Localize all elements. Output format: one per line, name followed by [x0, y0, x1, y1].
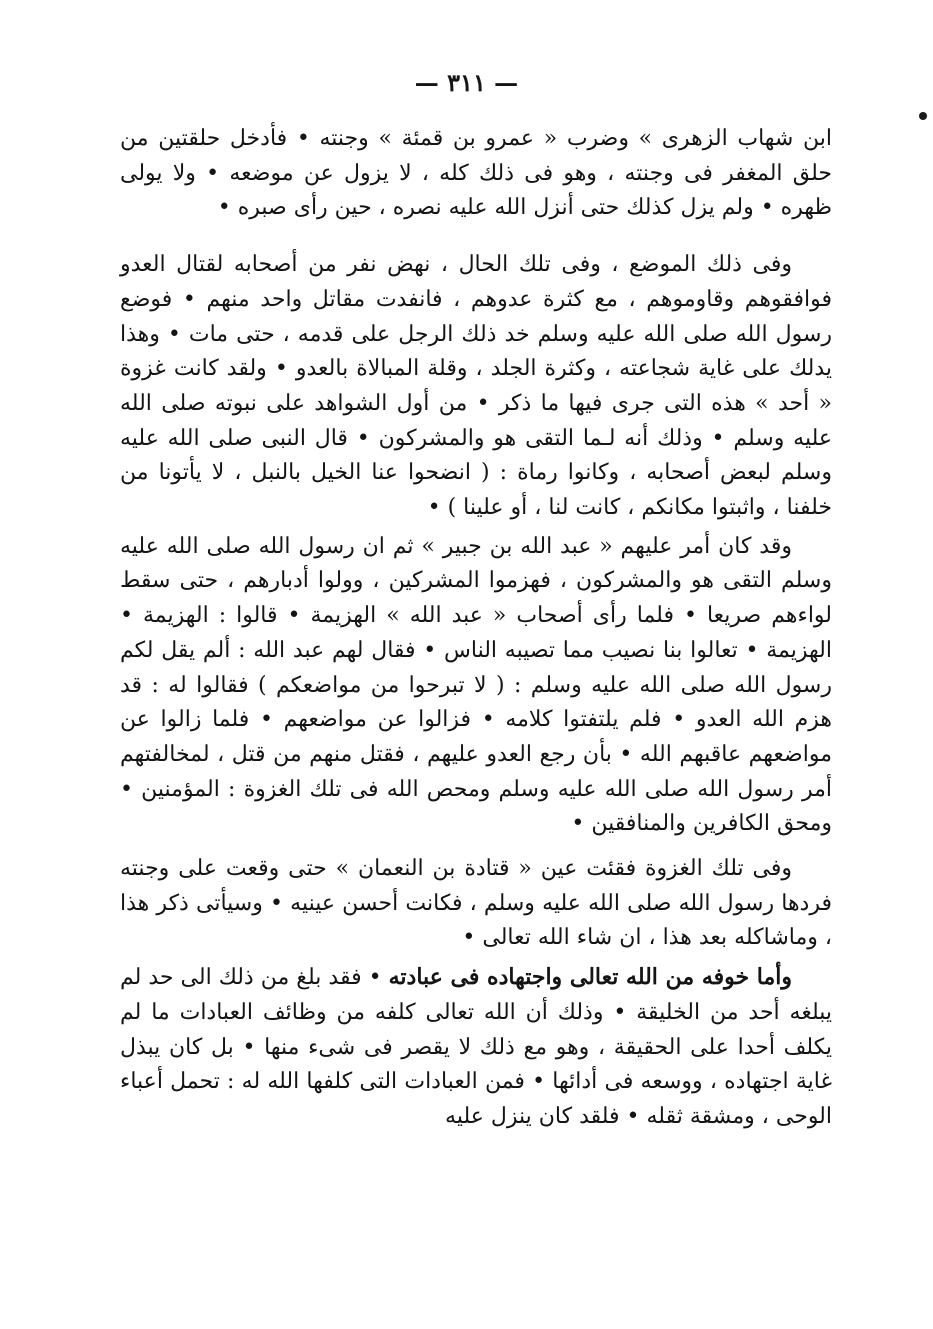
paragraph-4: وفى تلك الغزوة فقئت عين « قتادة بن النعمان » حتى وقعت على وجنته فردها رسول الله صلى الله عليه وسلم ، فكانت أحسن عينيه • وسيأتى ذكر هذا ، وماشاكله بعد هذا ، ان شاء الله تعالى •: [120, 856, 832, 951]
page-number: — ٣١١ —: [414, 68, 519, 97]
paragraph-1: ابن شهاب الزهرى » وضرب « عمرو بن قمئة » وجنته • فأدخل حلقتين من حلق المغفر فى وجنته ، وهو فى ذلك كله ، لا يزول عن موضعه • ولا يولى ظهره • ولم يزل كذلك حتى أنزل الله عليه نصره ، حين رأى صبره •: [120, 126, 832, 221]
section-lead-heading: وأما خوفه من الله تعالى واجتهاده فى عبادته: [388, 964, 792, 991]
margin-ink-dot: [919, 112, 927, 120]
paragraph-3: وقد كان أمر عليهم « عبد الله بن جبير » ثم ان رسول الله صلى الله عليه وسلم التقى هو والمشركون ، فهزموا المشركين ، وولوا أدبارهم ، حتى سقط لواءهم صريعا • فلما رأى أصحاب « عبد الله » الهزيمة • قالوا : الهزيمة • الهزيمة • تعالوا بنا نصيب مما تصيبه الناس • فقال لهم عبد الله : ألم يقل لكم رسول الله صلى الله عليه وسلم : ( لا تبرحوا من مواضعكم ) فقالوا له : قد هزم الله العدو • فلم يلتفتوا كلامه • فزالوا عن مواضعهم • فلما زالوا عن مواضعهم عاقبهم الله • بأن رجع العدو عليهم ، فقتل منهم من قتل ، لمخالفتهم أمر رسول الله صلى الله عليه وسلم ومحص الله فى تلك الغزوة : المؤمنين • ومحق الكافرين والمنافقين •: [120, 533, 832, 837]
paragraph-5: [120, 960, 832, 1135]
page-body-text: [120, 122, 832, 1135]
paragraph-2: وفى ذلك الموضع ، وفى تلك الحال ، نهض نفر من أصحابه لقتال العدو فوافقوهم وقاوموهم ، مع كثرة عدوهم ، فانفدت مقاتل واحد منهم • فوضع رسول الله صلى الله عليه وسلم خد ذلك الرجل على قدمه ، حتى مات • وهذا يدلك على غاية شجاعته ، وكثرة الجلد ، وقلة المبالاة بالعدو • ولقد كانت غزوة « أحد » هذه التى جرى فيها ما ذكر • من أول الشواهد على نبوته صلى الله عليه وسلم • وذلك أنه لـما التقى هو والمشركون • قال النبى صلى الله عليه وسلم لبعض أصحابه ، وكانوا رماة : ( انضحوا عنا الخيل بالنبل ، لا يأتونا من خلفنا ، واثبتوا مكانكم ، كانت لنا ، أو علينا ) •: [120, 252, 832, 521]
paragraph-5-text: • فقد بلغ من ذلك الى حد لم يبلغه أحد من الخليقة • وذلك أن الله تعالى كلفه من وظائف العبادات ما لم يكلف أحدا على الحقيقة ، وهو مع ذلك لا يقصر فى شىء منها • بل كان يبذل غاية اجتهاده ، ووسعه فى أدائها • فمن العبادات التى كلفها الله له : تحمل أعباء الوحى ، ومشقة ثقله • فلقد كان ينزل عليه: [120, 965, 832, 1129]
